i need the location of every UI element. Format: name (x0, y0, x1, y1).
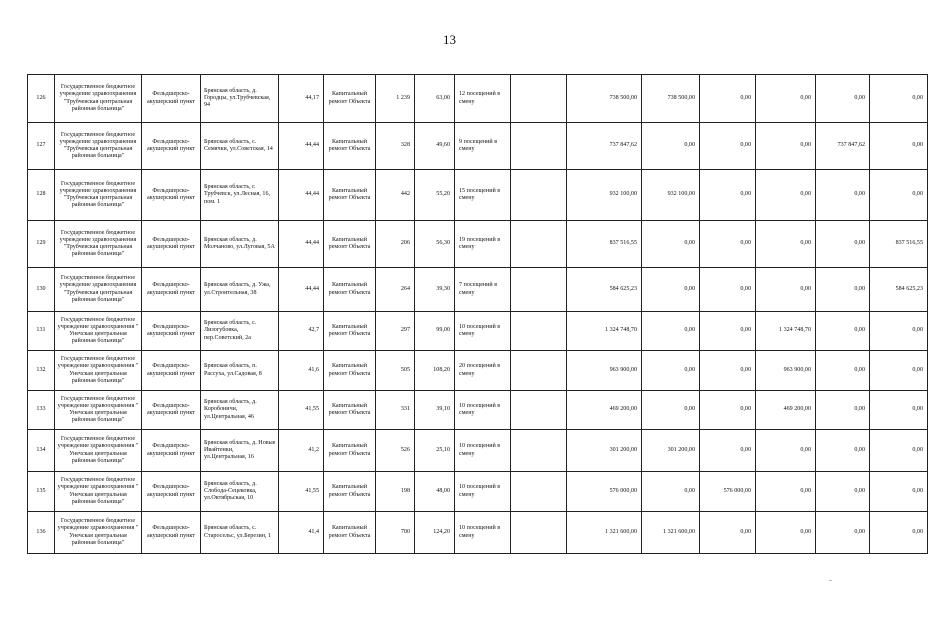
cell-funding-3: 0,00 (756, 75, 816, 123)
cell-population: 328 (376, 123, 415, 170)
cell-capacity: 10 посещений в смену (455, 430, 511, 472)
cell-distance: 108,20 (415, 351, 455, 391)
cell-funding-5: 0,00 (870, 170, 928, 221)
cell-funding-1: 0,00 (642, 268, 700, 312)
table-row (28, 170, 928, 221)
table-row (28, 351, 928, 391)
cell-address: Брянская область, г. Трубчевск, ул.Лесная, 16, пом. 1 (201, 170, 279, 221)
cell-funding-1: 932 100,00 (642, 170, 700, 221)
cell-total-cost: 932 100,00 (567, 170, 642, 221)
cell-address: Брянская область, с. Лизогубовка, пер.Советский, 2а (201, 312, 279, 351)
cell-population: 198 (376, 472, 415, 512)
cell-work-type: Капитальный ремонт Объекта (324, 75, 376, 123)
cell-facility-type: Фельдшерско-акушерский пункт (142, 123, 201, 170)
table-row (28, 268, 928, 312)
cell-funding-2: 0,00 (700, 268, 756, 312)
cell-funding-1: 0,00 (642, 472, 700, 512)
cell-distance: 55,20 (415, 170, 455, 221)
cell-facility-type: Фельдшерско-акушерский пункт (142, 472, 201, 512)
cell-funding-3: 0,00 (756, 430, 816, 472)
cell-funding-3: 469 200,00 (756, 391, 816, 430)
cell-funding-1: 301 200,00 (642, 430, 700, 472)
cell-note (511, 221, 567, 268)
cell-population: 297 (376, 312, 415, 351)
cell-funding-3: 0,00 (756, 123, 816, 170)
cell-area: 44,17 (279, 75, 324, 123)
cell-address: Брянская область, д. Коробоничи, ул.Центральная, 46 (201, 391, 279, 430)
cell-funding-2: 0,00 (700, 430, 756, 472)
cell-capacity: 15 посещений в смену (455, 170, 511, 221)
cell-funding-1: 0,00 (642, 312, 700, 351)
cell-number: 130 (28, 268, 55, 312)
cell-distance: 25,10 (415, 430, 455, 472)
cell-funding-3: 963 900,00 (756, 351, 816, 391)
cell-distance: 99,00 (415, 312, 455, 351)
cell-capacity: 12 посещений в смену (455, 75, 511, 123)
cell-distance: 63,00 (415, 75, 455, 123)
cell-funding-5: 0,00 (870, 391, 928, 430)
cell-funding-3: 0,00 (756, 512, 816, 554)
cell-work-type: Капитальный ремонт Объекта (324, 472, 376, 512)
cell-work-type: Капитальный ремонт Объекта (324, 512, 376, 554)
cell-funding-5: 584 625,23 (870, 268, 928, 312)
cell-facility-type: Фельдшерско-акушерский пункт (142, 75, 201, 123)
cell-capacity: 20 посещений в смену (455, 351, 511, 391)
table-row (28, 391, 928, 430)
cell-facility-type: Фельдшерско-акушерский пункт (142, 512, 201, 554)
cell-area: 41,6 (279, 351, 324, 391)
cell-work-type: Капитальный ремонт Объекта (324, 430, 376, 472)
cell-note (511, 170, 567, 221)
cell-work-type: Капитальный ремонт Объекта (324, 221, 376, 268)
cell-facility-type: Фельдшерско-акушерский пункт (142, 268, 201, 312)
cell-funding-2: 0,00 (700, 391, 756, 430)
cell-distance: 49,60 (415, 123, 455, 170)
cell-area: 44,44 (279, 123, 324, 170)
cell-funding-4: 0,00 (816, 472, 870, 512)
cell-number: 126 (28, 75, 55, 123)
cell-distance: 39,30 (415, 268, 455, 312)
cell-funding-2: 0,00 (700, 312, 756, 351)
cell-population: 700 (376, 512, 415, 554)
cell-work-type: Капитальный ремонт Объекта (324, 312, 376, 351)
cell-area: 44,44 (279, 170, 324, 221)
cell-funding-2: 0,00 (700, 221, 756, 268)
cell-capacity: 10 посещений в смену (455, 312, 511, 351)
page-number: 13 (443, 32, 456, 47)
cell-funding-3: 0,00 (756, 170, 816, 221)
cell-funding-2: 0,00 (700, 123, 756, 170)
cell-total-cost: 584 625,23 (567, 268, 642, 312)
cell-distance: 56,30 (415, 221, 455, 268)
cell-note (511, 312, 567, 351)
cell-work-type: Капитальный ремонт Объекта (324, 123, 376, 170)
cell-funding-4: 0,00 (816, 430, 870, 472)
cell-note (511, 351, 567, 391)
cell-funding-5: 0,00 (870, 472, 928, 512)
cell-capacity: 7 посещений в смену (455, 268, 511, 312)
cell-funding-1: 1 321 600,00 (642, 512, 700, 554)
table-row (28, 75, 928, 123)
cell-organization: Государственное бюджетное учреждение здравоохранения " Унечская центральная районная больница" (55, 472, 142, 512)
cell-organization: Государственное бюджетное учреждение здравоохранения "Трубчевская центральная районная больница" (55, 75, 142, 123)
cell-total-cost: 737 847,62 (567, 123, 642, 170)
table-row (28, 512, 928, 554)
cell-funding-5: 0,00 (870, 512, 928, 554)
cell-facility-type: Фельдшерско-акушерский пункт (142, 391, 201, 430)
cell-note (511, 268, 567, 312)
cell-facility-type: Фельдшерско-акушерский пункт (142, 221, 201, 268)
cell-area: 44,44 (279, 268, 324, 312)
cell-capacity: 10 посещений в смену (455, 472, 511, 512)
cell-capacity: 10 посещений в смену (455, 391, 511, 430)
cell-number: 134 (28, 430, 55, 472)
cell-number: 131 (28, 312, 55, 351)
cell-population: 526 (376, 430, 415, 472)
cell-funding-3: 0,00 (756, 221, 816, 268)
cell-funding-3: 0,00 (756, 472, 816, 512)
cell-number: 136 (28, 512, 55, 554)
cell-total-cost: 1 324 748,70 (567, 312, 642, 351)
cell-funding-1: 0,00 (642, 391, 700, 430)
cell-area: 41,55 (279, 472, 324, 512)
cell-funding-5: 837 516,55 (870, 221, 928, 268)
cell-funding-2: 0,00 (700, 170, 756, 221)
cell-funding-5: 0,00 (870, 75, 928, 123)
table-body (28, 75, 928, 554)
scan-mark (829, 580, 832, 581)
cell-organization: Государственное бюджетное учреждение здравоохранения "Трубчевская центральная районная больница" (55, 221, 142, 268)
table-row (28, 221, 928, 268)
cell-funding-4: 0,00 (816, 312, 870, 351)
cell-funding-4: 0,00 (816, 170, 870, 221)
cell-note (511, 123, 567, 170)
cell-note (511, 512, 567, 554)
cell-population: 505 (376, 351, 415, 391)
cell-funding-5: 0,00 (870, 430, 928, 472)
cell-funding-4: 737 847,62 (816, 123, 870, 170)
cell-funding-5: 0,00 (870, 351, 928, 391)
cell-funding-3: 1 324 748,70 (756, 312, 816, 351)
cell-funding-2: 0,00 (700, 512, 756, 554)
cell-total-cost: 738 500,00 (567, 75, 642, 123)
cell-organization: Государственное бюджетное учреждение здравоохранения " Унечская центральная районная больница" (55, 351, 142, 391)
cell-number: 129 (28, 221, 55, 268)
cell-address: Брянская область, д. Городцы, ул.Трубчевская, 94 (201, 75, 279, 123)
cell-funding-4: 0,00 (816, 221, 870, 268)
cell-organization: Государственное бюджетное учреждение здравоохранения " Унечская центральная районная больница" (55, 312, 142, 351)
cell-funding-4: 0,00 (816, 268, 870, 312)
cell-note (511, 75, 567, 123)
cell-total-cost: 1 321 600,00 (567, 512, 642, 554)
cell-funding-5: 0,00 (870, 123, 928, 170)
cell-funding-4: 0,00 (816, 351, 870, 391)
cell-address: Брянская область, с. Семячки, ул.Советская, 14 (201, 123, 279, 170)
cell-funding-1: 0,00 (642, 351, 700, 391)
cell-number: 133 (28, 391, 55, 430)
cell-distance: 48,00 (415, 472, 455, 512)
cell-note (511, 430, 567, 472)
cell-work-type: Капитальный ремонт Объекта (324, 351, 376, 391)
cell-population: 1 239 (376, 75, 415, 123)
cell-funding-4: 0,00 (816, 75, 870, 123)
cell-area: 41,4 (279, 512, 324, 554)
cell-note (511, 472, 567, 512)
cell-funding-1: 0,00 (642, 221, 700, 268)
cell-funding-2: 0,00 (700, 75, 756, 123)
cell-total-cost: 301 200,00 (567, 430, 642, 472)
cell-funding-1: 0,00 (642, 123, 700, 170)
cell-area: 42,7 (279, 312, 324, 351)
cell-organization: Государственное бюджетное учреждение здравоохранения " Унечская центральная районная больница" (55, 391, 142, 430)
cell-facility-type: Фельдшерско-акушерский пункт (142, 170, 201, 221)
cell-organization: Государственное бюджетное учреждение здравоохранения " Унечская центральная районная больница" (55, 430, 142, 472)
cell-address: Брянская область, с. Старосельс, ул.Березин, 1 (201, 512, 279, 554)
cell-work-type: Капитальный ремонт Объекта (324, 268, 376, 312)
cell-funding-1: 738 500,00 (642, 75, 700, 123)
cell-organization: Государственное бюджетное учреждение здравоохранения "Трубчевская центральная районная больница" (55, 268, 142, 312)
cell-distance: 39,10 (415, 391, 455, 430)
cell-population: 206 (376, 221, 415, 268)
table-row (28, 430, 928, 472)
cell-area: 44,44 (279, 221, 324, 268)
cell-population: 331 (376, 391, 415, 430)
cell-number: 135 (28, 472, 55, 512)
table-row (28, 123, 928, 170)
cell-facility-type: Фельдшерско-акушерский пункт (142, 351, 201, 391)
cell-address: Брянская область, д. Ужа, ул.Строительная, 38 (201, 268, 279, 312)
cell-facility-type: Фельдшерско-акушерский пункт (142, 312, 201, 351)
cell-address: Брянская область, д. Молчаново, ул.Луговая, 5А (201, 221, 279, 268)
cell-organization: Государственное бюджетное учреждение здравоохранения "Трубчевская центральная районная больница" (55, 123, 142, 170)
cell-address: Брянская область, д. Слобода-Сецековка, ул.Октябрьская, 10 (201, 472, 279, 512)
cell-capacity: 19 посещений в смену (455, 221, 511, 268)
cell-population: 264 (376, 268, 415, 312)
objects-table (27, 74, 928, 554)
cell-funding-2: 0,00 (700, 351, 756, 391)
cell-funding-3: 0,00 (756, 268, 816, 312)
cell-area: 41,2 (279, 430, 324, 472)
cell-work-type: Капитальный ремонт Объекта (324, 170, 376, 221)
cell-total-cost: 837 516,55 (567, 221, 642, 268)
cell-number: 127 (28, 123, 55, 170)
cell-population: 442 (376, 170, 415, 221)
cell-note (511, 391, 567, 430)
cell-funding-4: 0,00 (816, 391, 870, 430)
table-row (28, 312, 928, 351)
cell-address: Брянская область, д. Новые Ивайтенки, ул.Центральная, 16 (201, 430, 279, 472)
cell-number: 128 (28, 170, 55, 221)
cell-area: 41,55 (279, 391, 324, 430)
cell-organization: Государственное бюджетное учреждение здравоохранения " Унечская центральная районная больница" (55, 512, 142, 554)
cell-total-cost: 469 200,00 (567, 391, 642, 430)
table-row (28, 472, 928, 512)
cell-work-type: Капитальный ремонт Объекта (324, 391, 376, 430)
cell-funding-4: 0,00 (816, 512, 870, 554)
cell-address: Брянская область, п. Рассуха, ул.Садовая, 8 (201, 351, 279, 391)
cell-total-cost: 576 000,00 (567, 472, 642, 512)
cell-funding-5: 0,00 (870, 312, 928, 351)
cell-capacity: 10 посещений в смену (455, 512, 511, 554)
cell-facility-type: Фельдшерско-акушерский пункт (142, 430, 201, 472)
cell-capacity: 9 посещений в смену (455, 123, 511, 170)
cell-organization: Государственное бюджетное учреждение здравоохранения "Трубчевская центральная районная больница" (55, 170, 142, 221)
cell-funding-2: 576 000,00 (700, 472, 756, 512)
cell-number: 132 (28, 351, 55, 391)
cell-total-cost: 963 900,00 (567, 351, 642, 391)
cell-distance: 124,20 (415, 512, 455, 554)
